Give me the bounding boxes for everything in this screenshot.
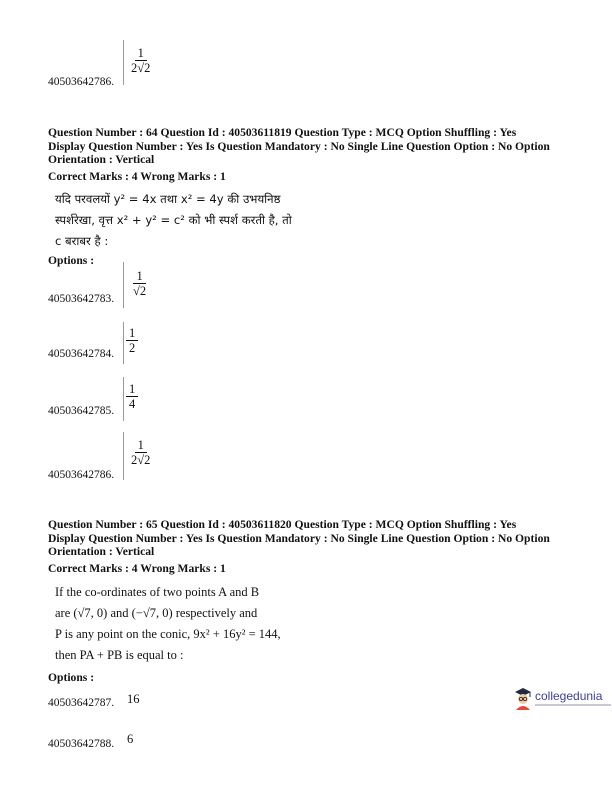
question-header: [48, 518, 588, 575]
option-fraction: [130, 270, 149, 298]
option-fraction: [126, 327, 138, 355]
options-label: Options :: [48, 254, 95, 267]
question-header-line: Orientation : Vertical: [48, 153, 155, 167]
graduate-avatar-icon: [513, 686, 533, 710]
logo-tagline: [535, 704, 611, 706]
question-text: [55, 189, 292, 252]
fraction-denominator: 4: [129, 397, 136, 412]
fraction-denominator: 2√2: [131, 61, 151, 76]
question-text: [55, 582, 281, 666]
option-id: 40503642786.: [48, 469, 115, 481]
option-fraction: [128, 439, 153, 467]
option-id: 40503642783.: [48, 293, 115, 305]
option-divider: [123, 262, 124, 308]
option-id: 40503642787.: [48, 697, 115, 709]
question-text-line: then PA + PB is equal to :: [55, 648, 184, 662]
question-marks: Correct Marks : 4 Wrong Marks : 1: [48, 169, 226, 183]
option-id: 40503642786.: [48, 76, 115, 88]
option-fraction: [128, 47, 153, 75]
option-id: 40503642788.: [48, 738, 115, 750]
question-text-line: P is any point on the conic, 9x² + 16y² = 144,: [55, 627, 281, 641]
fraction-numerator: 1: [126, 327, 138, 341]
option-id: 40503642784.: [48, 348, 115, 360]
question-header-line: Display Question Number : Yes Is Question Mandatory : No Single Line Question Option : No Option: [48, 139, 550, 153]
logo-text: collegedunia: [535, 689, 603, 703]
question-text-line: c बराबर है :: [55, 234, 109, 248]
option-value: 6: [127, 732, 134, 746]
question-text-line: स्पर्शरेखा, वृत्त x² + y² = c² को भी स्पर्श करती है, तो: [55, 213, 292, 227]
question-marks: Correct Marks : 4 Wrong Marks : 1: [48, 561, 226, 575]
question-header-line: Question Number : 64 Question Id : 40503611819 Question Type : MCQ Option Shuffling : Yes: [48, 126, 517, 139]
question-text-line: यदि परवलयों y² = 4x तथा x² = 4y की उभयनिष्ठ: [55, 192, 281, 206]
question-header-line: Orientation : Vertical: [48, 545, 155, 559]
fraction-numerator: 1: [135, 47, 147, 61]
fraction-denominator: 2√2: [131, 453, 151, 468]
fraction-numerator: 1: [135, 439, 147, 453]
question-text-line: If the co-ordinates of two points A and B: [55, 585, 260, 599]
question-header-line: Question Number : 65 Question Id : 40503611820 Question Type : MCQ Option Shuffling : Yes: [48, 518, 517, 531]
option-divider: [123, 40, 124, 85]
fraction-denominator: 2: [129, 341, 136, 356]
options-label: Options :: [48, 671, 95, 684]
option-divider: [123, 432, 124, 480]
fraction-denominator: √2: [133, 284, 147, 299]
option-divider: [123, 377, 124, 421]
fraction-numerator: 1: [133, 270, 145, 284]
question-header: [48, 126, 588, 183]
collegedunia-logo: [513, 686, 612, 714]
fraction-numerator: 1: [126, 383, 138, 397]
option-divider: [123, 322, 124, 364]
option-fraction: [126, 383, 138, 411]
option-id: 40503642785.: [48, 405, 115, 417]
question-header-line: Display Question Number : Yes Is Question Mandatory : No Single Line Question Option : No Option: [48, 531, 550, 545]
option-value: 16: [127, 692, 140, 706]
question-text-line: are (√7, 0) and (−√7, 0) respectively and: [55, 606, 258, 620]
